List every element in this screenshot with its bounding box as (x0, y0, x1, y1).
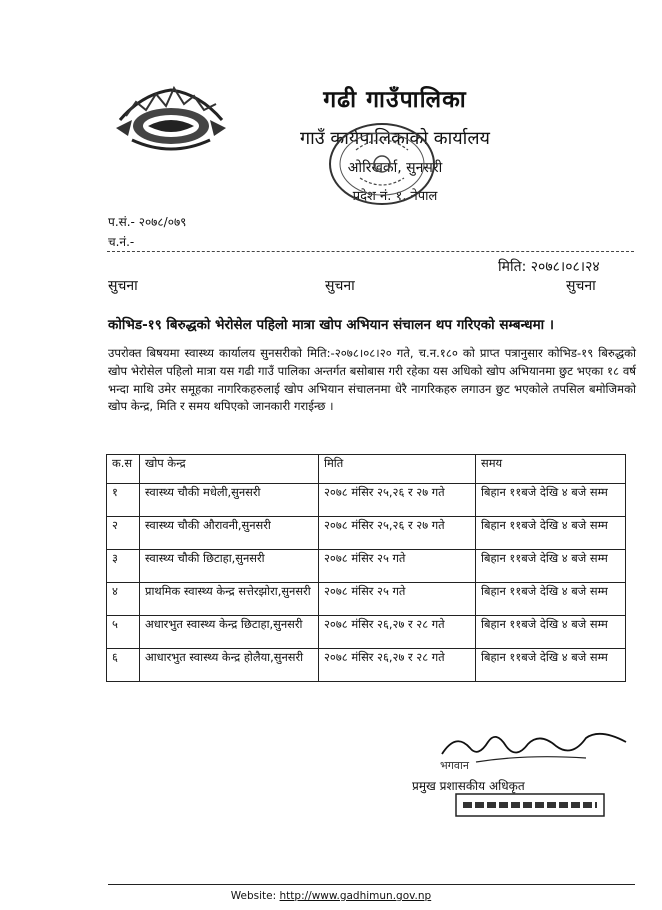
dispatch-number: च.नं.- (108, 235, 135, 249)
header-sn: क.स (107, 455, 140, 484)
footer-divider (108, 884, 635, 885)
municipality-logo (112, 76, 230, 156)
office-seal (326, 120, 438, 208)
table-header-row (107, 455, 626, 484)
table-row (107, 649, 626, 682)
designation-stamp (455, 793, 605, 817)
notice-label-left: सुचना (108, 278, 138, 294)
signatory-name: भगवान (440, 759, 469, 772)
header-date: मिति (319, 455, 476, 484)
row-time: बिहान ११बजे देखि ४ बजे सम्म (476, 484, 626, 517)
header-divider (107, 251, 634, 252)
row-date: २०७८ मंसिर २५,२६ र २७ गते (319, 484, 476, 517)
row-date: २०७८ मंसिर २६,२७ र २८ गते (319, 616, 476, 649)
row-date: २०७८ मंसिर २५ गते (319, 550, 476, 583)
table-row (107, 517, 626, 550)
row-time: बिहान ११बजे देखि ४ बजे सम्म (476, 550, 626, 583)
row-sn: ३ (107, 550, 140, 583)
row-date: २०७८ मंसिर २६,२७ र २८ गते (319, 649, 476, 682)
footer-website-label: Website: (230, 890, 277, 902)
header-time: समय (476, 455, 626, 484)
org-name: गढी गाउँपालिका (323, 87, 467, 113)
office-province: प्रदेश नं. १, नेपाल (352, 189, 438, 204)
row-time: बिहान ११बजे देखि ४ बजे सम्म (476, 616, 626, 649)
header-center: खोप केन्द्र (140, 455, 319, 484)
row-sn: २ (107, 517, 140, 550)
letter-date: मिति: २०७८।०८।२४ (498, 259, 600, 275)
row-sn: ६ (107, 649, 140, 682)
row-center: अधारभुत स्वास्थ्य केन्द्र छिटाहा,सुनसरी (140, 616, 319, 649)
row-sn: ५ (107, 616, 140, 649)
vaccination-schedule-table (106, 454, 626, 682)
letter-number: प.सं.- २०७८/०७९ (108, 215, 187, 229)
row-date: २०७८ मंसिर २५,२६ र २७ गते (319, 517, 476, 550)
table-row (107, 550, 626, 583)
signatory-title: प्रमुख प्रशासकीय अधिकृत (412, 779, 525, 793)
row-center: प्राथमिक स्वास्थ्य केन्द्र सत्तेरझोरा,सुनसरी (140, 583, 319, 616)
row-time: बिहान ११बजे देखि ४ बजे सम्म (476, 517, 626, 550)
table-row (107, 616, 626, 649)
body-paragraph: उपरोक्त बिषयमा स्वास्थ्य कार्यालय सुनसरीको मिति:-२०७८।०८।२० गते, च.न.१८० को प्राप्त पत्रानुसार कोभिड-१९ बिरुद्धको खोप भेरोसेल पहिलो मात्रा यस गढी गाउँ पालिका अन्तर्गत बसोबास गरी रहेका यस अधिको खोप अभियानमा छुट भएका १८ वर्ष भन्दा माथि उमेर समूहका नागरिकहरुलाई खोप अभियान संचालनमा धेरै नागरिकहरु लगाउन छुट भएकोले तपसिल बमोजिमको खोप केन्द्र, मिति र समय थपिएको जानकारी गराईन्छ । (108, 346, 636, 414)
row-time: बिहान ११बजे देखि ४ बजे सम्म (476, 583, 626, 616)
table-row (107, 484, 626, 517)
row-sn: ४ (107, 583, 140, 616)
row-time: बिहान ११बजे देखि ४ बजे सम्म (476, 649, 626, 682)
subject-line: कोभिड-१९ बिरुद्धको भेरोसेल पहिलो मात्रा खोप अभियान संचालन थप गरिएको सम्बन्धमा । (108, 317, 554, 333)
notice-label-center: सुचना (325, 278, 355, 294)
footer (0, 890, 662, 902)
row-center: स्वास्थ्य चौकी औरावनी,सुनसरी (140, 517, 319, 550)
office-name: गाउँ कार्यपालिकाको कार्यालय (300, 128, 490, 149)
row-center: स्वास्थ्य चौकी मधेली,सुनसरी (140, 484, 319, 517)
footer-website-link[interactable]: http://www.gadhimun.gov.np (279, 890, 432, 902)
row-center: आधारभुत स्वास्थ्य केन्द्र होलैया,सुनसरी (140, 649, 319, 682)
notice-label-right: सुचना (566, 278, 596, 294)
row-sn: १ (107, 484, 140, 517)
row-date: २०७८ मंसिर २५ गते (319, 583, 476, 616)
row-center: स्वास्थ्य चौकी छिटाहा,सुनसरी (140, 550, 319, 583)
office-location: ओरिखर्का, सुनसरी (347, 160, 443, 176)
table-row (107, 583, 626, 616)
